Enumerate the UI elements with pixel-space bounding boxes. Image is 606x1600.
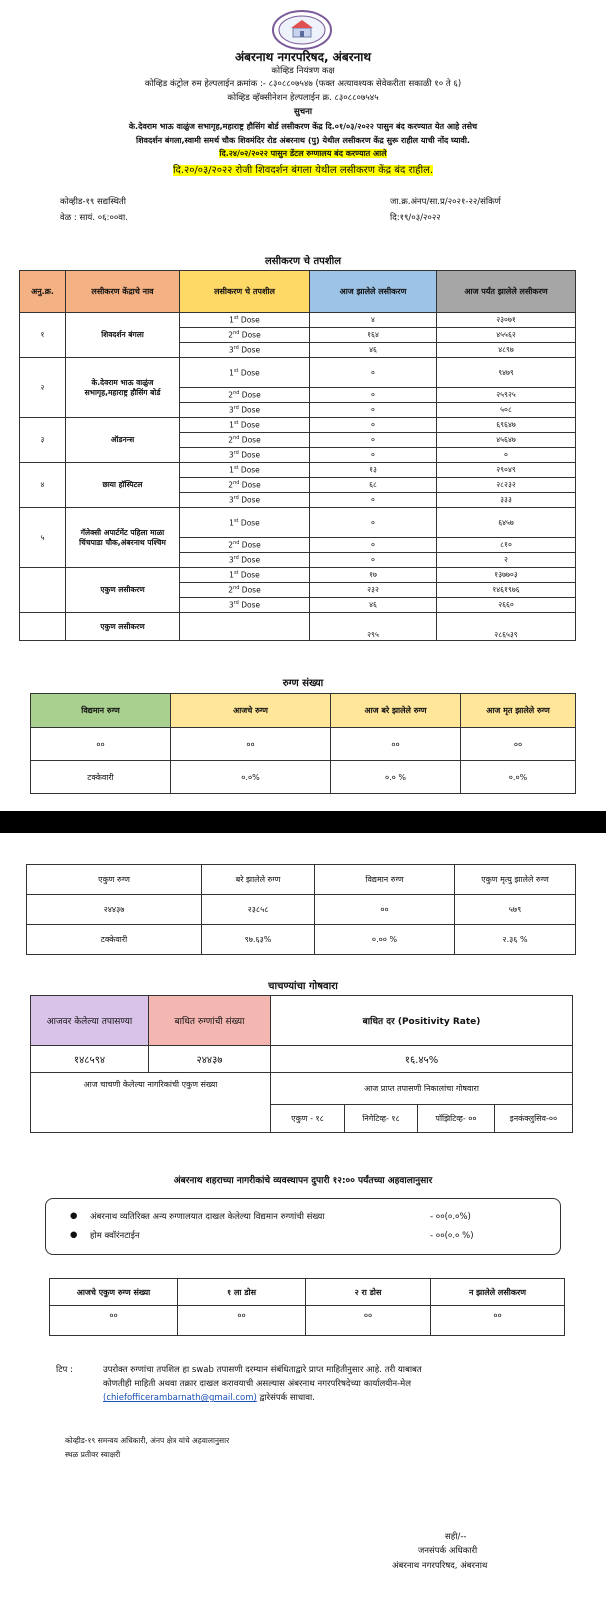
total-serial xyxy=(20,568,66,613)
col-first-dose: १ ला डोस xyxy=(178,1279,306,1306)
vaccination-row xyxy=(20,463,576,478)
cell: ०० xyxy=(178,1306,306,1336)
col-total: आज पर्यंत झालेले लसीकरण xyxy=(437,271,576,313)
vaccination-row xyxy=(20,358,576,388)
contact-email-link[interactable]: (chiefofficerambarnath@gmail.com) xyxy=(103,1393,257,1403)
center-name: छाया हॉस्पिटल xyxy=(66,463,180,508)
cell: ०० xyxy=(50,1306,178,1336)
total-count: २३०७१ xyxy=(437,313,576,328)
cell: ०.०० % xyxy=(315,925,455,955)
total-count: ८१० xyxy=(437,538,576,553)
total-count: २८२३२ xyxy=(437,478,576,493)
grand-dose xyxy=(180,613,310,641)
total-count: २६६० xyxy=(437,598,576,613)
authority-line: कोव्हीड-१९ समन्वय अधिकारी, अंनप क्षेत्र यांचे अहवालानुसार xyxy=(65,1436,230,1445)
dose-label: 2nd Dose xyxy=(180,538,310,553)
total-count: ९४७९ xyxy=(437,358,576,388)
col-positive-count: बाधित रुग्णांची संख्या xyxy=(149,996,271,1046)
result-inconclusive: इनकंक्लुसिव-०० xyxy=(495,1105,573,1133)
officer-title: जनसंपर्क अधिकारी xyxy=(418,1546,478,1556)
cell: २४४३७ xyxy=(27,895,202,925)
today-count: ० xyxy=(310,538,437,553)
grand-today: २९५ xyxy=(310,613,437,641)
positive-count-value: २४४३७ xyxy=(149,1046,271,1073)
cell: २.३६ % xyxy=(455,925,576,955)
total-count: १४६१९७६ xyxy=(437,583,576,598)
col-tests-done: आजवर केलेल्या तपासण्या xyxy=(31,996,149,1046)
col-second-dose: २ रा डोस xyxy=(306,1279,431,1306)
note-label: टिप : xyxy=(56,1365,73,1375)
total-count: २ xyxy=(437,553,576,568)
dose-label: 1st Dose xyxy=(180,358,310,388)
vaccination-row xyxy=(20,418,576,433)
dose-label: 1st Dose xyxy=(180,418,310,433)
notice-line-2: शिवदर्शन बंगला,स्वामी समर्थ चौक शिवमंदिर रोड अंबरनाथ (पु) येथील लसीकरण केंद्र सुरू राहील याची नोंद घ्यावी. xyxy=(136,136,470,145)
vaccination-title: लसीकरण चे तपशील xyxy=(265,256,341,267)
col-recovered: बरे झालेले रुग्ण xyxy=(202,865,315,895)
patients-table xyxy=(30,693,576,794)
center-serial: ३ xyxy=(20,418,66,463)
col-serial: अनु.क्र. xyxy=(20,271,66,313)
dose-label: 3rd Dose xyxy=(180,343,310,358)
dose-label: 2nd Dose xyxy=(180,583,310,598)
col-today-patients: आजचे रुग्ण xyxy=(171,694,331,728)
total-count: २९०४९ xyxy=(437,463,576,478)
dose-label: 2nd Dose xyxy=(180,433,310,448)
today-count: ० xyxy=(310,508,437,538)
notice-line-4: दि.२०/०३/२०२२ रोजी शिवदर्शन बंगला येथील लसीकरण केंद्र बंद राहील. xyxy=(172,165,434,176)
testing-title: चाचण्यांचा गोषवारा xyxy=(268,981,338,992)
cell: ०० xyxy=(461,728,576,761)
cell: २३८५८ xyxy=(202,895,315,925)
time-label: वेळ : सायं. ०६:००वा. xyxy=(60,213,128,223)
grand-total-label: एकुण लसीकरण xyxy=(66,613,180,641)
management-title: अंबरनाथ शहराच्या नागरीकांचे व्यवस्थापन दुपारी १२:०० पर्यंतच्या अहवालानुसार xyxy=(173,1176,433,1186)
cell: ०.० % xyxy=(331,761,461,794)
tests-done-value: १४८५९४ xyxy=(31,1046,149,1073)
today-count: १३ xyxy=(310,463,437,478)
grand-total: २८६५३९ xyxy=(437,613,576,641)
col-recovered-today: आज बरे झालेले रुग्ण xyxy=(331,694,461,728)
col-deaths-today: आज मृत झालेले रुग्ण xyxy=(461,694,576,728)
vaccination-row xyxy=(20,313,576,328)
status-label: कोव्हीड-१९ सद्यस्थिती xyxy=(60,197,126,207)
total-count: ४८९७ xyxy=(437,343,576,358)
today-count: ० xyxy=(310,433,437,448)
today-count: ० xyxy=(310,418,437,433)
positivity-rate-value: १६.४५% xyxy=(271,1046,573,1073)
col-existing-patients: विद्यमान रुग्ण xyxy=(31,694,171,728)
today-count: २३२ xyxy=(310,583,437,598)
note-line-2: कोणतीही माहिती अथवा तक्रार दाखल करावयाची असल्यास अंबरनाथ नगरपरिषदेच्या कार्यालयीन-मेल xyxy=(103,1379,411,1389)
bullet-dot: ● xyxy=(70,1211,78,1221)
report-date: दि:१९/०३/२०२२ xyxy=(390,213,441,223)
helpline-line: कोव्हिड कंट्रोल रुम हेल्पलाईन क्रमांक :- ८३०८८०७५४७ (फक्त अत्यावश्यक सेवेकरीता सकाळी १० ते ६) xyxy=(144,79,462,89)
note-line-1: उपरोक्त रुग्णांचा तपशिल हा swab तपासणी दरम्यान संबंधिताद्वारे प्राप्त माहितीनुसार आहे. तरी याबाबत xyxy=(103,1365,422,1375)
vaccination-table xyxy=(19,270,576,641)
total-count: ३३३ xyxy=(437,493,576,508)
today-count: ६८ xyxy=(310,478,437,493)
org-title: अंबरनाथ नगरपरिषद, अंबरनाथ xyxy=(234,50,372,64)
today-count: १७ xyxy=(310,568,437,583)
cell: ०.०% xyxy=(171,761,331,794)
dose-label: 2nd Dose xyxy=(180,328,310,343)
total-count: ४५६४७ xyxy=(437,433,576,448)
total-count: १३७७०३ xyxy=(437,568,576,583)
officer-org: अंबरनाथ नगरपरिषद, अंबरनाथ xyxy=(392,1561,488,1571)
center-name: शिवदर्शन बंगला xyxy=(66,313,180,358)
center-name: के.देवराम भाऊ वाळुंज सभागृह,महाराष्ट्र हौसिंग बोर्ड xyxy=(66,358,180,418)
today-count: ४६ xyxy=(310,343,437,358)
today-count: ० xyxy=(310,403,437,418)
total-count: ४५५६२ xyxy=(437,328,576,343)
notice-title: सुचना xyxy=(293,107,313,117)
vaccination-helpline: कोव्हिड व्हॅक्सीनेशन हेल्पलाईन क्र. ८३०८८०७५४५ xyxy=(227,93,379,103)
patients-title: रुग्ण संख्या xyxy=(282,678,324,689)
cell: ०० xyxy=(306,1306,431,1336)
center-serial: ४ xyxy=(20,463,66,508)
dose-label: 2nd Dose xyxy=(180,388,310,403)
management-box xyxy=(45,1198,561,1255)
notice-line-3: दि.२४/०२/२०२२ पासुन डेंटल रुग्णालय बंद करण्यात आले xyxy=(219,149,387,158)
dose-label: 1st Dose xyxy=(180,313,310,328)
dose-label: 3rd Dose xyxy=(180,448,310,463)
col-center-name: लसीकरण केंद्राचे नाव xyxy=(66,271,180,313)
result-positive: पॉझिटिव्ह- ०० xyxy=(418,1105,495,1133)
col-dose-details: लसीकरण चे तपशील xyxy=(180,271,310,313)
dose-label: 3rd Dose xyxy=(180,403,310,418)
cell: ५७९ xyxy=(455,895,576,925)
center-serial: २ xyxy=(20,358,66,418)
reference-number: जा.क्र.अंनप/सा.प्र/२०२१-२२/संकिर्ण xyxy=(390,197,501,207)
grand-serial xyxy=(20,613,66,641)
vaccination-row xyxy=(20,508,576,538)
cell: ९७.६३% xyxy=(202,925,315,955)
cell: टक्केवारी xyxy=(31,761,171,794)
today-count: ० xyxy=(310,493,437,508)
total-count: ० xyxy=(437,448,576,463)
dose-label: 3rd Dose xyxy=(180,553,310,568)
today-count: ० xyxy=(310,448,437,463)
cell: ०० xyxy=(31,728,171,761)
notice-line-1: के.देवराम भाऊ वाळुंज सभागृह,महाराष्ट्र हौसिंग बोर्ड लसीकरण केंद्र दि.०१/०३/२०२२ पासुन बंद करण्यात येत आहे तसेच xyxy=(128,122,478,131)
total-label: एकुण लसीकरण xyxy=(66,568,180,613)
signature: सही/-- xyxy=(445,1532,467,1542)
center-name: ऑडनन्स xyxy=(66,418,180,463)
cell: ०.०% xyxy=(461,761,576,794)
dose-label: 3rd Dose xyxy=(180,493,310,508)
testing-table xyxy=(30,995,573,1133)
today-count: ० xyxy=(310,388,437,403)
cell: टक्केवारी xyxy=(27,925,202,955)
col-today-total: आजचे एकुण रुग्ण संख्या xyxy=(50,1279,178,1306)
grand-total-row xyxy=(20,613,576,641)
today-count: ४ xyxy=(310,313,437,328)
today-count: ४६ xyxy=(310,598,437,613)
total-count: २५९२५ xyxy=(437,388,576,403)
other-hospital-value: - ००(०.०%) xyxy=(430,1212,471,1222)
other-hospital-label: अंबरनाथ व्यतिरिक्त अन्य रुग्णालयात दाखल केलेल्या विद्यमान रुग्णांची संख्या xyxy=(90,1212,325,1222)
dose-label: 1st Dose xyxy=(180,463,310,478)
control-cell: कोव्हिड नियंत्रण कक्ष xyxy=(271,66,335,76)
cell: ०० xyxy=(171,728,331,761)
today-count: १६४ xyxy=(310,328,437,343)
note-line-3: द्वारेसंपर्क साधावा. xyxy=(259,1393,315,1403)
result-negative: निगेटिव्ह- १८ xyxy=(345,1105,418,1133)
dose-label: 3rd Dose xyxy=(180,598,310,613)
total-count: ५०८ xyxy=(437,403,576,418)
col-existing: विद्यमान रुग्ण xyxy=(315,865,455,895)
col-deaths: एकुण मृत्यु झालेले रुग्ण xyxy=(455,865,576,895)
page-separator xyxy=(0,811,606,833)
vaccination-summary-table xyxy=(49,1278,565,1336)
cell: ०० xyxy=(331,728,461,761)
dose-label: 1st Dose xyxy=(180,568,310,583)
result-total: एकुण - १८ xyxy=(271,1105,345,1133)
home-quarantine-label: होम क्वॉरंनटाईन xyxy=(90,1231,140,1241)
today-count: ० xyxy=(310,553,437,568)
vaccination-total-row xyxy=(20,568,576,583)
dose-label: 2nd Dose xyxy=(180,478,310,493)
col-not-vaccinated: न झालेले लसीकरण xyxy=(431,1279,565,1306)
home-quarantine-value: - ००(०.० %) xyxy=(430,1231,474,1241)
center-serial: १ xyxy=(20,313,66,358)
summary-table xyxy=(26,864,576,955)
col-total-patients: एकुण रुग्ण xyxy=(27,865,202,895)
today-count: ० xyxy=(310,358,437,388)
center-name: गॅलेक्सी अपार्टमेंट पहिला माळा चिंचपाडा चौक,अंबरनाथ पश्चिम xyxy=(66,508,180,568)
col-today: आज झालेले लसीकरण xyxy=(310,271,437,313)
municipal-logo xyxy=(271,10,333,50)
center-serial: ५ xyxy=(20,508,66,568)
cell: ०० xyxy=(431,1306,565,1336)
cell: ०० xyxy=(315,895,455,925)
col-positivity-rate: बाधित दर (Positivity Rate) xyxy=(271,996,573,1046)
bullet-dot: ● xyxy=(70,1230,78,1240)
tested-today-label: आज चाचणी केलेल्या नागरिकांची एकुण संख्या xyxy=(31,1073,271,1133)
signature-note: स्थळ प्रतीवर स्वाक्षरी xyxy=(65,1450,121,1459)
total-count: ६९६४७ xyxy=(437,418,576,433)
results-summary-label: आज प्राप्त तपासणी निकालांचा गोषवारा xyxy=(271,1073,573,1105)
dose-label: 1st Dose xyxy=(180,508,310,538)
total-count: ६४५७ xyxy=(437,508,576,538)
